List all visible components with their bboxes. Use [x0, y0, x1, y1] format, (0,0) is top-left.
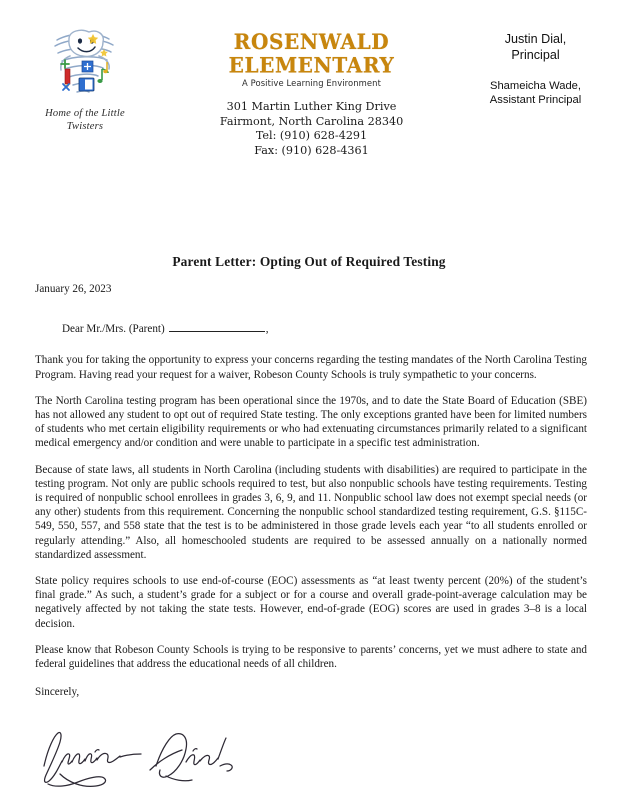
- address-line-2: Fairmont, North Carolina 28340: [219, 114, 404, 128]
- principal-name: Justin Dial,: [504, 32, 567, 46]
- assistant-principal-title: Assistant Principal: [489, 94, 582, 106]
- principal-block: [453, 32, 618, 63]
- address-line-1: 301 Martin Luther King Drive: [226, 100, 397, 113]
- letter-paragraph-4: State policy requires schools to use end-of-course (EOC) assessments as “at least twenty percent (20%) of the student’s final grade.” As such, a student’s grade for a subject or for a course and overall grade-point-average calculation may be negatively affected by not taking the state tests. However, end-of-grade (EOG) scores are used in grades 3–8 is a local decision.: [35, 575, 587, 630]
- letter-closing: Sincerely,: [35, 686, 80, 699]
- school-logo-block: [0, 22, 170, 133]
- letter-body: [35, 282, 587, 699]
- school-fax: Fax: (910) 628-4361: [254, 143, 369, 157]
- letterhead: [0, 22, 618, 157]
- letter-paragraph-1: Thank you for taking the opportunity to express your concerns regarding the testing mandates of the North Carolina Testing Program. Having read your request for a waiver, Robeson County Schools is truly sympathetic to your concerns.: [35, 354, 587, 381]
- assistant-principal-name: Shameicha Wade,: [490, 80, 581, 92]
- school-motto: A Positive Learning Environment: [242, 78, 381, 88]
- handwritten-signature-icon: [38, 726, 248, 788]
- letter-date: January 26, 2023: [35, 283, 112, 295]
- salutation-suffix: ,: [265, 323, 269, 336]
- letter-paragraph-3: Because of state laws, all students in North Carolina (including students with disabilities) are required to participate in the testing program. Not only are public schools required to test, but also nonpublic schools have testing requirements. Testing is required of nonpublic school enrollees in grades 3, 6, 9, and 11. Nonpublic school law does not exempt special needs (or any other) students from this requirement. Concerning the nonpublic school standardized testing requirement, G.S. §115C-549, 550, 557, and 558 state that the test is to be administered in those grade levels each year “to all students enrolled or regularly attending.” Also, all homeschooled students are required to be assessed annually on a nationally normed standardized assessment.: [35, 463, 587, 561]
- school-name: ROSENWALD ELEMENTARY: [228, 28, 395, 78]
- logo-tagline-line1: Home of the Little: [45, 108, 125, 119]
- letter-paragraph-5: Please know that Robeson County Schools is trying to be responsive to parents’ concerns, yet we must adhere to state and federal guidelines that address the educational needs of all children.: [35, 643, 587, 671]
- principal-title: Principal: [511, 47, 560, 62]
- logo-tagline-line2: Twisters: [66, 121, 104, 132]
- administrators-block: [453, 22, 618, 107]
- assistant-principal-block: [453, 79, 618, 107]
- school-address-block: [170, 100, 453, 158]
- school-phone: Tel: (910) 628-4291: [255, 129, 368, 143]
- letter-paragraph-2: The North Carolina testing program has been operational since the 1970s, and to date the State Board of Education (SBE) has not allowed any student to opt out of required State testing. The only exceptions granted have been for limited numbers of students who met certain eligibility requirements or who had extenuating circumstances primarily related to a significant medical emergency and/or condition and were unable to participate in a specific test administration.: [35, 394, 587, 450]
- parent-name-blank[interactable]: [169, 322, 265, 332]
- twister-mascot-logo-icon: [35, 26, 135, 104]
- letter-salutation: [35, 322, 587, 336]
- mascot-head: [69, 30, 103, 56]
- logo-tagline: [0, 107, 170, 133]
- signature-block: [38, 726, 248, 788]
- school-identity-block: [170, 22, 453, 158]
- page-title: Parent Letter: Opting Out of Required Testing: [172, 254, 446, 269]
- salutation-prefix: Dear Mr./Mrs. (Parent): [62, 323, 165, 336]
